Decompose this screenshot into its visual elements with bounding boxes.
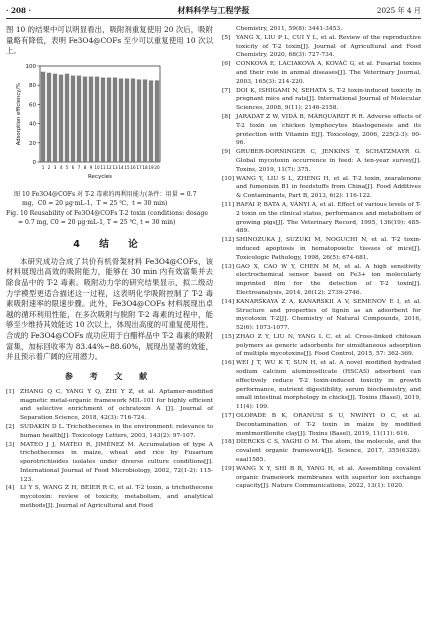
bar bbox=[59, 74, 63, 161]
reference-number: [15] bbox=[222, 333, 235, 340]
reference-item bbox=[222, 412, 421, 438]
header-rule bbox=[6, 18, 421, 19]
x-tick-label: 5 bbox=[65, 164, 69, 170]
reference-text: LI Y S, WANG Z H, BEIER R C, et al. T-2 toxin, a trichothecene mycotoxin: review of toxicity, metabolism, and analytical methods[J]. Journal of Agricultural and Food bbox=[20, 485, 213, 510]
x-tick-label: 14 bbox=[118, 164, 124, 170]
bar bbox=[83, 76, 87, 161]
page-number: · 208 · bbox=[6, 6, 32, 15]
reference-item bbox=[222, 34, 421, 60]
references-left bbox=[6, 388, 213, 511]
bar bbox=[41, 72, 45, 162]
conclusion-paragraph: 本研究成功合成了共价有机骨架材料 Fe3O4@COFs，该材料展现出高效的吸附能力，能够在 30 min 内有效富集并去除食品中的 T-2 毒素。吸附动力学的研究结果显示，拟二级动力学模型更适合描述这一过程，这表明化学吸附控制了 T-2 毒素吸附速率的限速步骤。此外，Fe3O4@COFs 材料展现出卓越的循环利用性能，在多次吸附与脱附 T-2 毒素的过程中，能够至少维持其效能达 10 次以上，体现出高度的可重复使用性。合成的 Fe3O4@COFs 成功应用于白醋样品中 T-2 毒素的吸附富集，加标回收率为 83.44%~88.60%，展现出显著的效能，并且预示着广阔的应用潜力。 bbox=[6, 256, 213, 362]
reference-item bbox=[6, 441, 213, 485]
reference-item bbox=[222, 201, 421, 236]
figure-caption-cn: 图 10 Fe3O4@COFs 对 T-2 毒素的再利用能力(条件：用量 = 0.7 mg，C0 = 20 μg·mL-1，T = 25 ℃，t = 30 min) bbox=[14, 190, 197, 207]
figure-10 bbox=[6, 60, 213, 187]
reference-number: [12] bbox=[222, 237, 235, 244]
reference-number: [13] bbox=[222, 263, 235, 270]
reference-item bbox=[222, 60, 421, 86]
reference-item bbox=[222, 175, 421, 201]
reference-item bbox=[6, 388, 213, 423]
reference-text: WANG X Y, SHI B B, YANG H, et al. Assembling covalent organic framework membranes with superior ion exchange capacity[J]. Nature Communications, 2022, 13(1): 1020. bbox=[236, 465, 421, 490]
bar bbox=[89, 76, 93, 161]
reference-text: GRUBER-DORNINGER C, JENKINS T, SCHATZMAYR G. Global mycotoxin occurrence in feed: A ten-year survey[J]. Toxins, 2019, 11(7): 375. bbox=[236, 149, 421, 173]
reference-text: OLOPADE B K, ORANUSI S U, NWINYI O C, et al. Decontamination of T-2 toxin in maize by modified montmorillonite clay[J]. Toxins (Basel), 2019, 11(11): 616. bbox=[236, 413, 421, 437]
x-tick-label: 19 bbox=[148, 164, 154, 170]
bar bbox=[107, 77, 111, 161]
bar bbox=[65, 73, 69, 161]
reference-number: [11] bbox=[222, 201, 235, 208]
y-tick-label: 100 bbox=[25, 63, 36, 70]
reference-number: [7] bbox=[222, 87, 231, 94]
reference-number: [9] bbox=[222, 149, 231, 156]
reference-text: CONKOVÁ E, LACIAKOVÁ A, KOVÁČ G, et al. Fusarial toxins and their role in animal diseases[J]. The Veterinary Journal, 2003, 165(3): 214-220. bbox=[236, 61, 421, 85]
bar bbox=[131, 78, 135, 162]
reference-item bbox=[222, 438, 421, 464]
bar bbox=[137, 79, 141, 162]
reference-number: [5] bbox=[222, 34, 231, 41]
left-column bbox=[6, 25, 213, 511]
x-tick-label: 15 bbox=[124, 164, 130, 170]
reference-text: YANG X, LIU P L, CUI Y L, et al. Review of the reproductive toxicity of T-2 toxin[J]. Journal of Agricultural and Food Chemistry, 2020, 68(3): 727-734. bbox=[236, 34, 421, 59]
x-tick-label: 17 bbox=[136, 164, 142, 170]
bar bbox=[149, 80, 153, 162]
reference-text: RAFAI P, BATA A, VÁNYI A, et al. Effect of various levels of T-2 toxin on the clinical status, performance and metabolism of growing pigs[J]. The Veterinary Record, 1995, 136(19): 485-489. bbox=[236, 201, 421, 235]
reference-number: [1] bbox=[6, 388, 15, 395]
reference-text: WANG Y, LIU S L, ZHENG H, et al. T-2 toxin, zearalenone and fumonisin B1 in feedstuffs from China[J]. Food Additives & Contaminants, Part B, 2013, 6(2): 116-122. bbox=[236, 175, 421, 200]
reference-item bbox=[222, 359, 421, 412]
reference-number: [16] bbox=[222, 360, 235, 367]
reference-item bbox=[222, 263, 421, 298]
bar bbox=[47, 73, 51, 162]
x-tick-label: 16 bbox=[130, 164, 136, 170]
reference-text: JARADAT Z W, VIDÁ B, MARQUARDT R R. Adverse effects of T-2 toxin on chicken lymphocytes blastogenesis and its protection with Vitamin E[J]. Toxicology, 2006, 225(2-3): 90-96. bbox=[236, 113, 421, 147]
x-tick-label: 11 bbox=[100, 164, 106, 170]
reference-number: [19] bbox=[222, 465, 235, 472]
x-tick-label: 2 bbox=[47, 164, 51, 170]
reference-item bbox=[222, 236, 421, 262]
reference-text: Chemistry, 2011, 59(8): 3441-3453. bbox=[236, 26, 343, 32]
x-axis-label: Recycles bbox=[87, 173, 113, 180]
x-tick-label: 20 bbox=[154, 164, 160, 170]
reference-text: GAO X, CAO W Y, CHEN M M, et al. A high sensitivity electrochemical sensor based on Fe3+ ion molecularly imprinted film for the detection of T-2 toxin[J]. Electroanalysis, 2014, 26(12): 2739-2746. bbox=[236, 263, 421, 296]
reference-item bbox=[6, 423, 213, 441]
reference-item bbox=[222, 465, 421, 491]
reference-number: [10] bbox=[222, 175, 235, 182]
reference-text: DIERCKS C S, YAGHI O M. The atom, the molecule, and the covalent organic framework[J]. Science, 2017, 355(6328): eaal1585. bbox=[236, 439, 421, 464]
reference-text: KANARSKAYA Z A, KANARSKII A V, SEMENOV E I, et al. Structure and properties of lignin as an adsorbent for mycotoxin T-2[J]. Chemistry of Natural Compounds, 2016, 52(6): 1073-1077. bbox=[236, 298, 421, 332]
bar bbox=[101, 77, 105, 161]
reference-item bbox=[222, 148, 421, 174]
bar bbox=[155, 80, 159, 162]
x-tick-label: 9 bbox=[89, 164, 93, 170]
y-tick-label: 40 bbox=[29, 121, 36, 128]
reference-number: [14] bbox=[222, 298, 235, 305]
reference-item bbox=[222, 298, 421, 333]
y-tick-label: 20 bbox=[29, 140, 36, 147]
y-axis-label: Adsorption efficiency/% bbox=[16, 82, 22, 146]
x-tick-label: 3 bbox=[53, 164, 57, 170]
x-tick-label: 6 bbox=[71, 164, 75, 170]
plot-frame bbox=[40, 66, 160, 162]
bar bbox=[53, 73, 57, 161]
x-tick-label: 18 bbox=[142, 164, 148, 170]
reference-text: SHINOZUKA J, SUZUKI M, NOGUCHI N, et al. T-2 toxin-induced apoptosis in hematopoietic tissues of mice[J]. Toxicologic Pathology, 1998, 26(5): 674-681. bbox=[236, 237, 421, 261]
x-tick-label: 8 bbox=[83, 164, 87, 170]
reference-number: [3] bbox=[6, 441, 15, 448]
reference-text: DOI K, ISHIGAMI N, SEHATA S. T-2 toxin-induced toxicity in pregnant mice and rats[J]. International Journal of Molecular Sciences, 2008, 9(11): 2146-2158. bbox=[236, 87, 421, 112]
bar bbox=[71, 75, 75, 161]
reference-item bbox=[222, 87, 421, 113]
y-tick-label: 60 bbox=[29, 102, 36, 109]
intro-paragraph: 图 10 的结果中可以明显看出，吸附剂重复使用 20 次后，吸附量略有降低，表明 Fe3O4@COFs 至少可以重复使用 10 次以上。 bbox=[6, 25, 213, 56]
figure-caption-en: Fig. 10 Reusability of Fe3O4@COFs T-2 toxin (conditions: dosage = 0.7 mg, C0 = 20 μg·mL-1, T = 25 ℃, t = 30 min) bbox=[6, 209, 208, 226]
reference-number: [18] bbox=[222, 439, 235, 446]
reference-item bbox=[222, 113, 421, 148]
reference-number: [6] bbox=[222, 61, 231, 68]
reference-number: [17] bbox=[222, 413, 235, 420]
reference-item bbox=[222, 333, 421, 359]
journal-title: 材料科学与工程学报 bbox=[177, 5, 250, 15]
bar bbox=[119, 78, 123, 162]
reference-text: MATEO J J, MATEO R, JIMÉNEZ M. Accumulation of type A trichothecenes in maize, wheat and rice by Fusarium sporotrichioides isolates under diverse culture conditions[J]. International Journal of Food Microbiology, 2002, 72(1-2): 115-123. bbox=[20, 441, 213, 483]
x-tick-label: 10 bbox=[94, 164, 100, 170]
reference-text: WEI J T, WU K T, SUN H, et al. A novel modified hydrated sodium calcium aluminosilicate (HSCAS) adsorbent can effectively reduce T-2 toxin-induced toxicity in growth performance, nutrient digestibility, serum biochemistry, and small intestinal morphology in chicks[J]. Toxins (Basel), 2019, 11(4): 199. bbox=[236, 360, 421, 411]
bar-chart bbox=[6, 60, 213, 187]
x-tick-label: 1 bbox=[41, 164, 45, 170]
issue-date: 2025 年 4 月 bbox=[376, 6, 421, 15]
bar bbox=[95, 76, 99, 161]
y-tick-label: 0 bbox=[32, 159, 36, 166]
references-right bbox=[222, 25, 421, 491]
reference-number: [2] bbox=[6, 423, 15, 430]
x-tick-label: 12 bbox=[106, 164, 112, 170]
y-tick-label: 80 bbox=[29, 82, 36, 89]
page-header bbox=[6, 4, 421, 18]
bar bbox=[113, 77, 117, 161]
reference-text: ZHAO Z Y, LIU N, YANG L C, et al. Cross-linked chitosan polymers as generic adsorbents for simultaneous adsorption of multiple mycotoxins[J]. Food Control, 2015, 57: 362-369. bbox=[236, 333, 421, 358]
x-tick-label: 7 bbox=[77, 164, 81, 170]
reference-number: [4] bbox=[6, 485, 15, 492]
bar bbox=[143, 79, 147, 162]
x-tick-label: 13 bbox=[112, 164, 118, 170]
reference-text: SUDAKIN D L. Trichothecenes in the environment: relevance to human health[J]. Toxicology Letters, 2003, 143(2): 97-107. bbox=[20, 423, 213, 439]
references-heading: 参 考 文 献 bbox=[64, 371, 155, 381]
reference-item bbox=[222, 25, 421, 34]
right-column bbox=[222, 25, 421, 491]
bar bbox=[77, 75, 81, 161]
section-title: 4 结 论 bbox=[73, 238, 146, 250]
reference-item bbox=[6, 484, 213, 510]
bar bbox=[125, 78, 129, 162]
reference-text: ZHANG Q C, YANG Y Q, ZHI Y Z, et al. Aptamer-modified magnetic metal-organic framework MIL-101 for highly efficient and selective enrichment of ochratoxin A [J]. Journal of Separation Science, 2018, 42(3): 716-724. bbox=[20, 388, 213, 422]
x-tick-label: 4 bbox=[59, 164, 63, 170]
reference-number: [8] bbox=[222, 113, 231, 120]
